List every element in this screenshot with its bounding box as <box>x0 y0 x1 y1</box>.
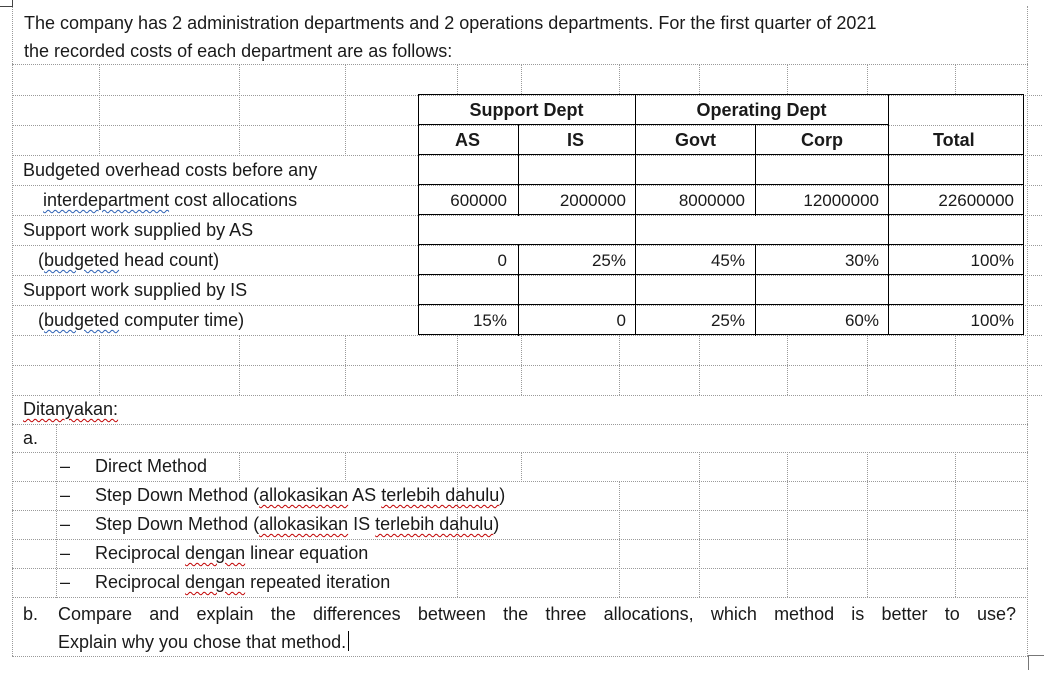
method-item-direct: Direct Method <box>95 456 208 476</box>
header-col-is: IS <box>567 130 585 150</box>
table-cell: 25% <box>710 311 745 330</box>
table-cell: 60% <box>844 311 879 330</box>
table-cell: 2000000 <box>559 191 626 210</box>
table-cell: 8000000 <box>678 191 745 210</box>
table-cell: 600000 <box>450 191 507 210</box>
method-item-reciprocal-iteration: Reciprocal dengan repeated iteration <box>95 572 391 592</box>
header-col-total: Total <box>933 130 975 150</box>
method-item-step-down-as: Step Down Method (allokasikan AS terlebih dahulu) <box>95 485 506 505</box>
header-col-as: AS <box>455 130 481 150</box>
table-cell: 0 <box>616 311 626 330</box>
row-label-is-line2: (budgeted computer time) <box>38 310 245 330</box>
row-label-as-line2: (budgeted head count) <box>38 250 220 270</box>
question-b-label: b. <box>23 604 39 624</box>
question-a-label: a. <box>23 428 39 448</box>
table-cell: 100% <box>970 251 1014 270</box>
dash-bullet: – <box>60 543 71 563</box>
method-item-reciprocal-linear: Reciprocal dengan linear equation <box>95 543 369 563</box>
row-label-overhead-line1: Budgeted overhead costs before any <box>23 160 318 180</box>
header-col-corp: Corp <box>801 130 843 150</box>
dash-bullet: – <box>60 485 71 505</box>
intro-line-2: the recorded costs of each department are as follows: <box>24 41 453 61</box>
table-cell: 45% <box>710 251 745 270</box>
method-item-step-down-is: Step Down Method (allokasikan IS terlebih dahulu) <box>95 514 500 534</box>
row-label-overhead-line2: interdepartment cost allocations <box>43 190 298 210</box>
table-cell: 15% <box>472 311 507 330</box>
table-cell: 25% <box>591 251 626 270</box>
bottom-right-corner-mark <box>1028 655 1044 670</box>
questions-heading: Ditanyakan: <box>23 399 119 419</box>
header-operating-dept: Operating Dept <box>696 100 827 120</box>
table-cell: 22600000 <box>938 191 1014 210</box>
table-cell: 0 <box>497 251 507 270</box>
row-label-as-line1: Support work supplied by AS <box>23 220 254 240</box>
dash-bullet: – <box>60 514 71 534</box>
dash-bullet: – <box>60 456 71 476</box>
table-cell: 12000000 <box>803 191 879 210</box>
question-b-line-2[interactable]: Explain why you chose that method. <box>58 631 349 653</box>
question-b-line-1: Compare and explain the differences between the three allocations, which method is better to use? <box>58 604 1016 624</box>
table-cell: 30% <box>844 251 879 270</box>
top-left-corner-mark <box>0 0 13 7</box>
intro-line-1: The company has 2 administration departments and 2 operations departments. For the first quarter of 2021 <box>24 13 877 33</box>
table-cell: 100% <box>970 311 1014 330</box>
row-label-is-line1: Support work supplied by IS <box>23 280 248 300</box>
header-support-dept: Support Dept <box>469 100 584 120</box>
header-col-govt: Govt <box>675 130 717 150</box>
dash-bullet: – <box>60 572 71 592</box>
text-cursor <box>348 631 349 651</box>
